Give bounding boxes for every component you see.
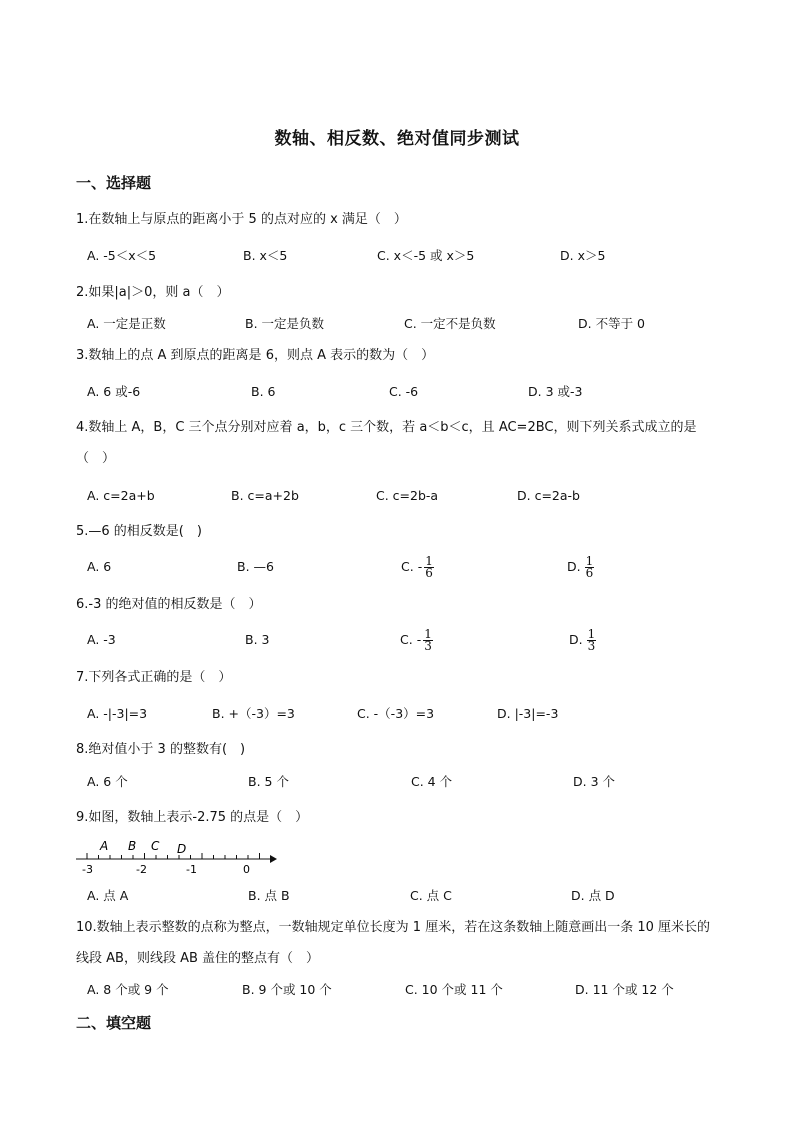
section-heading-choice: 一、选择题 [76,174,152,192]
options-3 [0,380,794,404]
options-10 [0,978,794,1002]
option-d[interactable]: D. 不等于 0 [578,316,645,331]
fraction [585,556,595,579]
fraction-denominator: 3 [424,639,432,653]
question-9: 9.如图，数轴上表示-2.75 的点是（ ） [76,810,309,825]
page-title: 数轴、相反数、绝对值同步测试 [274,129,520,149]
option-a[interactable]: A. 一定是正数 [87,316,166,331]
fraction [587,629,597,652]
fraction [423,629,433,652]
option-c[interactable]: C. 一定不是负数 [404,316,496,331]
option-a[interactable]: A. -5＜x＜5 [87,248,157,263]
point-label-d: D [177,842,187,856]
option-d[interactable]: D. c=2a-b [517,488,580,503]
tick-label-neg3: -3 [82,863,93,876]
option-c-label: C. [401,559,414,574]
axis-arrow-icon [270,855,277,863]
option-a[interactable]: A. 8 个或 9 个 [87,982,169,997]
option-b[interactable]: B. c=a+2b [231,488,299,503]
option-b[interactable]: B. —6 [237,559,274,574]
option-b[interactable]: B. 一定是负数 [245,316,325,331]
fraction-numerator: 1 [587,627,596,641]
option-d[interactable]: D. 3 个 [573,774,615,789]
options-5 [0,555,794,579]
option-c[interactable]: C. -6 [389,384,419,399]
option-c[interactable] [401,555,434,579]
number-line-figure [74,836,280,878]
option-d[interactable]: D. x＞5 [560,248,606,263]
options-4 [0,484,794,508]
option-c[interactable]: C. 10 个或 11 个 [405,982,503,997]
question-8: 8.绝对值小于 3 的整数有( ) [76,742,246,757]
option-c[interactable]: C. -（-3）=3 [357,706,435,721]
minus-sign: - [416,632,422,647]
option-d-label: D. [569,632,583,647]
option-b[interactable]: B. 点 B [248,888,290,903]
fraction-denominator: 6 [585,566,594,580]
tick-label-neg1: -1 [186,863,197,876]
question-5: 5.—6 的相反数是( ) [76,524,202,539]
option-d[interactable]: D. |-3|=-3 [497,706,559,721]
fraction-denominator: 3 [587,639,596,653]
option-b[interactable]: B. 9 个或 10 个 [242,982,332,997]
option-b[interactable]: B. 3 [245,632,270,647]
question-10: 10.数轴上表示整数的点称为整点，一数轴规定单位长度为 1 厘米，若在这条数轴上随意画出一条 10 厘米长的线段 AB，则线段 AB 盖住的整点有（ ） [76,920,711,966]
question-4: 4.数轴上 A，B，C 三个点分别对应着 a，b，c 三个数，若 a＜b＜c，且 AC=2BC，则下列关系式成立的是（ ） [76,420,697,466]
option-a[interactable]: A. -3 [87,632,116,647]
option-d[interactable]: D. 3 或-3 [528,384,583,399]
option-c[interactable]: C. x＜-5 或 x＞5 [377,248,475,263]
option-a[interactable]: A. c=2a+b [87,488,155,503]
option-c[interactable]: C. 点 C [410,888,452,903]
options-9 [0,884,794,908]
option-a[interactable]: A. 点 A [87,888,129,903]
option-a[interactable]: A. 6 或-6 [87,384,141,399]
question-3: 3.数轴上的点 A 到原点的距离是 6，则点 A 表示的数为（ ） [76,348,435,363]
options-2 [0,312,794,336]
number-line-ticks [87,853,260,859]
question-2: 2.如果|a|＞0，则 a（ ） [76,285,230,300]
option-c[interactable] [400,628,433,652]
option-c-label: C. [400,632,413,647]
tick-label-zero: 0 [243,863,250,876]
point-label-a: A [100,839,109,853]
option-d-label: D. [567,559,581,574]
option-a[interactable]: A. 6 个 [87,774,128,789]
options-1 [0,244,794,268]
question-1: 1.在数轴上与原点的距离小于 5 的点对应的 x 满足（ ） [76,212,407,227]
option-b[interactable]: B. x＜5 [243,248,288,263]
question-6: 6.-3 的绝对值的相反数是（ ） [76,597,262,612]
tick-label-neg2: -2 [136,863,147,876]
option-a[interactable]: A. 6 [87,559,112,574]
option-d[interactable] [569,628,596,652]
option-d[interactable]: D. 11 个或 12 个 [575,982,674,997]
option-c[interactable]: C. c=2b-a [376,488,439,503]
options-7 [0,702,794,726]
fraction-numerator: 1 [585,554,594,568]
option-b[interactable]: B. +（-3）=3 [212,706,295,721]
option-c[interactable]: C. 4 个 [411,774,453,789]
section-heading-fill: 二、填空题 [76,1014,152,1032]
fraction-numerator: 1 [424,627,432,641]
point-label-b: B [128,839,137,853]
fraction [424,556,434,579]
point-label-c: C [151,839,160,853]
fraction-numerator: 1 [425,554,433,568]
option-d[interactable] [567,555,594,579]
minus-sign: - [417,559,423,574]
options-8 [0,770,794,794]
question-7: 7.下列各式正确的是（ ） [76,670,232,685]
option-a[interactable]: A. -|-3|=3 [87,706,148,721]
option-b[interactable]: B. 6 [251,384,276,399]
option-d[interactable]: D. 点 D [571,888,615,903]
option-b[interactable]: B. 5 个 [248,774,289,789]
options-6 [0,628,794,652]
fraction-denominator: 6 [425,566,433,580]
